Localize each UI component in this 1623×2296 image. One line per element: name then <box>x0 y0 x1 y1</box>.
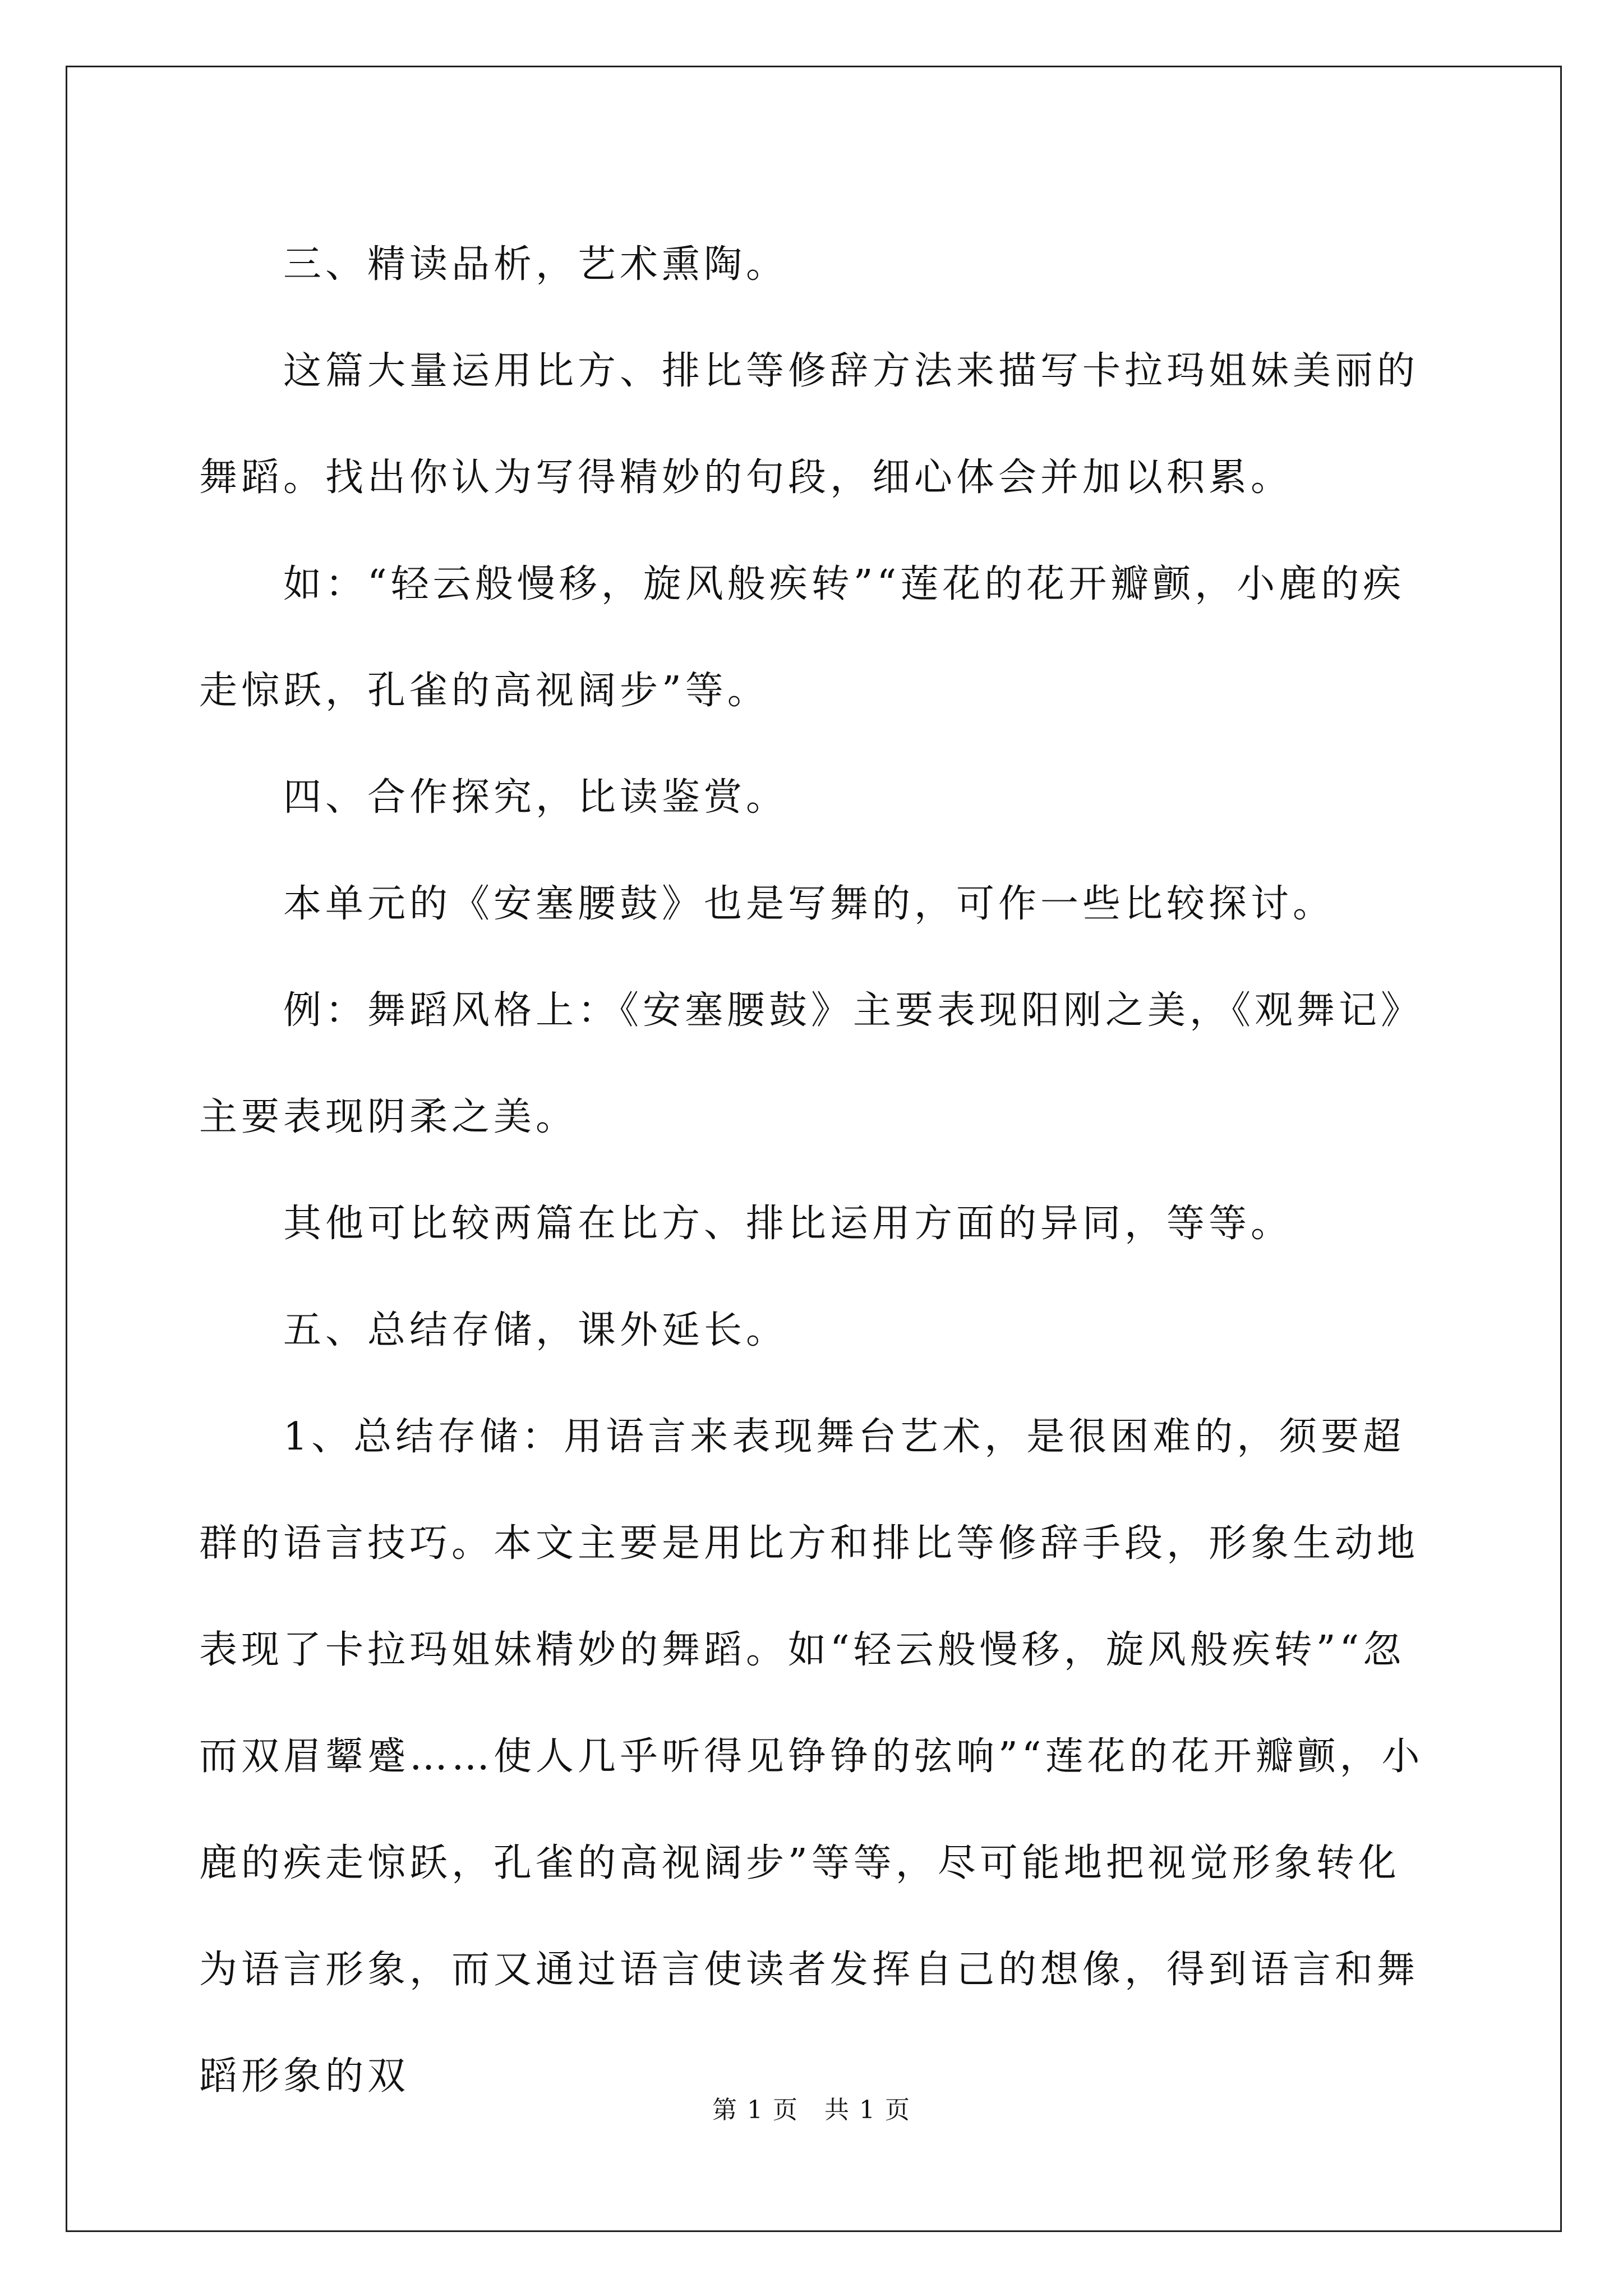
section-heading-3: 三、精读品析，艺术熏陶。 <box>283 242 789 287</box>
section-heading-4: 四、合作探究，比读鉴赏。 <box>283 775 789 820</box>
document-body <box>199 211 1427 2130</box>
body-paragraph: 如：“轻云般慢移，旋风般疾转”“莲花的花开瓣颤，小鹿的疾走惊跃，孔雀的高视阔步”等。 <box>199 562 1405 713</box>
body-paragraph: 1、总结存储：用语言来表现舞台艺术，是很困难的，须要超群的语言技巧。本文主要是用比方和排比等修辞手段，形象生动地表现了卡拉玛姐妹精妙的舞蹈。如“轻云般慢移，旋风般疾转”“忽而双眉颦蹙……使人几乎听得见铮铮的弦响”“莲花的花开瓣颤，小鹿的疾走惊跃，孔雀的高视阔步”等等，尽可能地把视觉形象转化为语言形象，而又通过语言使读者发挥自己的想像，得到语言和舞蹈形象的双 <box>199 1415 1424 2099</box>
section-heading-5: 五、总结存储，课外延长。 <box>283 1308 789 1352</box>
body-paragraph: 本单元的《安塞腰鼓》也是写舞的，可作一些比较探讨。 <box>283 882 1335 926</box>
body-paragraph: 其他可比较两篇在比方、排比运用方面的异同，等等。 <box>283 1202 1293 1246</box>
page-number-footer: 第 1 页 共 1 页 <box>712 2096 911 2124</box>
body-paragraph: 例：舞蹈风格上：《安塞腰鼓》主要表现阳刚之美，《观舞记》主要表现阴柔之美。 <box>199 988 1423 1139</box>
body-paragraph: 这篇大量运用比方、排比等修辞方法来描写卡拉玛姐妹美丽的舞蹈。找出你认为写得精妙的句段，细心体会并加以积累。 <box>199 349 1419 500</box>
